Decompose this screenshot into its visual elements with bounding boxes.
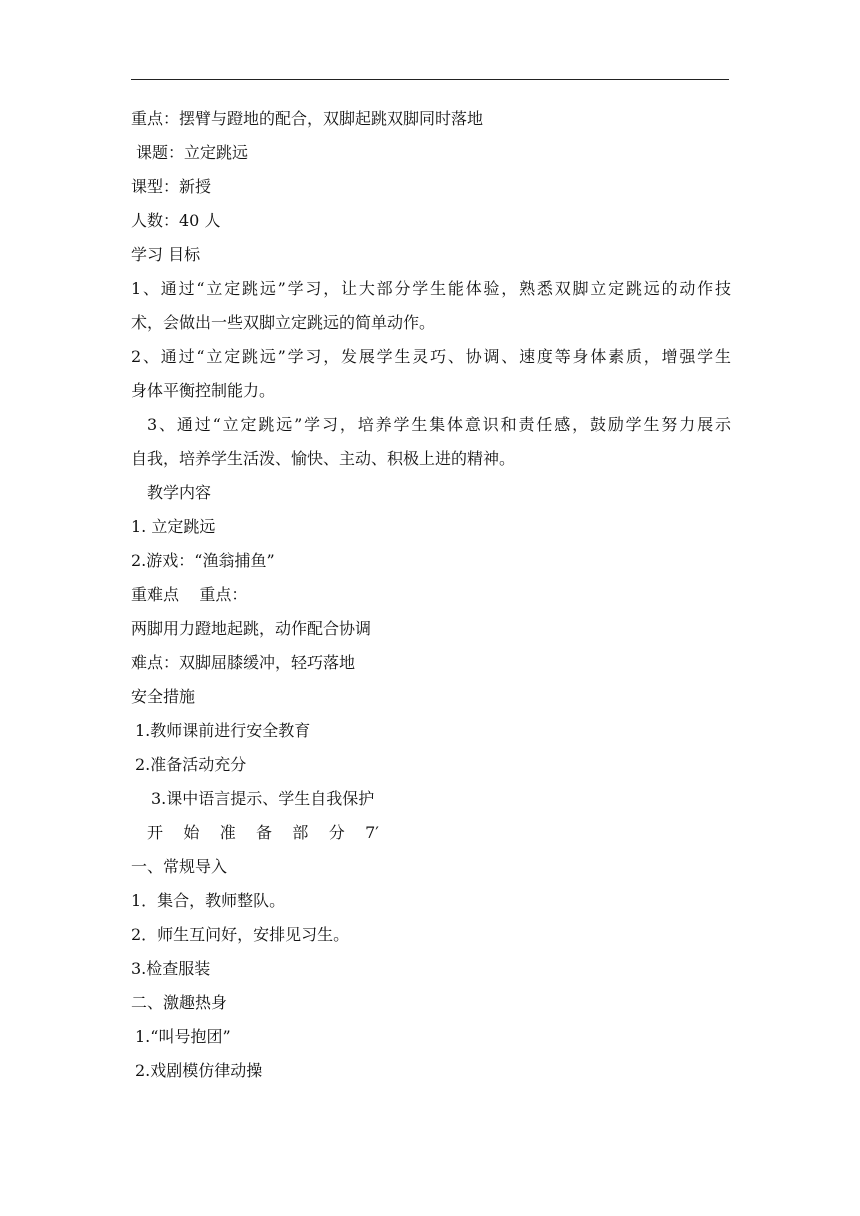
text-line: 课题：立定跳远 — [136, 143, 249, 162]
header-rule — [131, 79, 729, 80]
text-line: 开 始 准 备 部 分 7′ — [147, 823, 379, 842]
text-line: 2．师生互问好，安排见习生。 — [131, 925, 350, 944]
text-line: 3.检查服装 — [131, 959, 211, 978]
text-line: 自我，培养学生活泼、愉快、主动、积极上进的精神。 — [131, 449, 516, 468]
text-line: 1．集合，教师整队。 — [131, 891, 286, 910]
text-line: 二、激趣热身 — [131, 993, 228, 1012]
text-line: 2.游戏：“渔翁捕鱼” — [131, 551, 275, 570]
text-line: 学习 目标 — [131, 245, 201, 264]
text-line: 安全措施 — [131, 687, 196, 706]
text-line: 1.“叫号抱团” — [135, 1027, 231, 1046]
text-line: 课型：新授 — [131, 177, 212, 196]
text-line: 2.戏剧模仿律动操 — [135, 1061, 263, 1080]
text-line: 身体平衡控制能力。 — [131, 381, 276, 400]
text-line: 难点：双脚屈膝缓冲，轻巧落地 — [131, 653, 356, 672]
text-line: 术，会做出一些双脚立定跳远的简单动作。 — [131, 313, 436, 332]
text-line: 1、通过“立定跳远”学习，让大部分学生能体验，熟悉双脚立定跳远的动作技 — [131, 279, 731, 298]
text-line: 重难点 重点： — [131, 585, 248, 604]
text-line: 1.教师课前进行安全教育 — [135, 721, 311, 740]
text-line: 3、通过“立定跳远”学习，培养学生集体意识和责任感，鼓励学生努力展示 — [147, 415, 731, 434]
text-line: 教学内容 — [147, 483, 212, 502]
text-line: 重点：摆臂与蹬地的配合，双脚起跳双脚同时落地 — [131, 109, 484, 128]
text-line: 3.课中语言提示、学生自我保护 — [151, 789, 375, 808]
text-line: 两脚用力蹬地起跳，动作配合协调 — [131, 619, 372, 638]
document-body — [131, 102, 731, 1088]
text-line: 1. 立定跳远 — [131, 517, 216, 536]
text-line: 人数：40 人 — [131, 211, 221, 230]
text-line: 2、通过“立定跳远”学习，发展学生灵巧、协调、速度等身体素质，增强学生 — [131, 347, 731, 366]
text-line: 一、常规导入 — [131, 857, 228, 876]
text-line: 2.准备活动充分 — [135, 755, 247, 774]
